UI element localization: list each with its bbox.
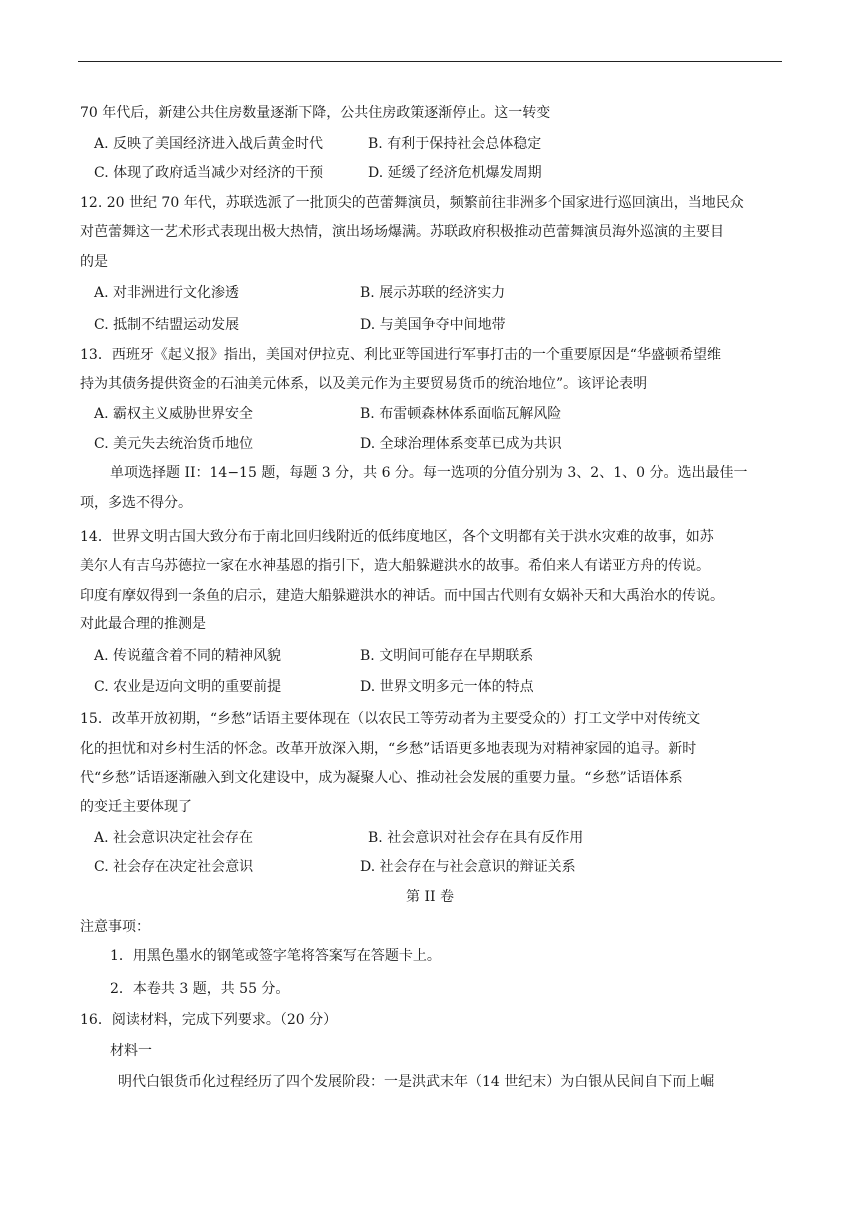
- q16-material-text: 明代白银货币化过程经历了四个发展阶段：一是洪武末年（14 世纪末）为白银从民间自下而上崛: [118, 1074, 715, 1090]
- q14-stem-line-2: 美尔人有吉乌苏德拉一家在水神基恩的指引下，造大船躲避洪水的故事。希伯来人有诺亚方舟的传说。: [80, 558, 710, 574]
- q12-option-c[interactable]: C. 抵制不结盟运动发展: [94, 317, 240, 333]
- q14-option-c[interactable]: C. 农业是迈向文明的重要前提: [94, 679, 282, 695]
- q14-stem-line-3: 印度有摩奴得到一条鱼的启示，建造大船躲避洪水的神话。而中国古代则有女娲补天和大禹治水的传说。: [80, 588, 724, 604]
- q13-option-b[interactable]: B. 布雷顿森林体系面临瓦解风险: [360, 406, 562, 422]
- q12-option-d[interactable]: D. 与美国争夺中间地带: [360, 317, 506, 333]
- section2-instructions-line-1: 单项选择题 II：14−15 题，每题 3 分，共 6 分。每一选项的分值分别为 3、2、1、0 分。选出最佳一: [110, 465, 748, 481]
- q11-option-c[interactable]: C. 体现了政府适当减少对经济的干预: [94, 165, 324, 181]
- q15-option-c[interactable]: C. 社会存在决定社会意识: [94, 859, 254, 875]
- q12-option-a[interactable]: A. 对非洲进行文化渗透: [94, 285, 240, 301]
- q12-stem-line-1: 12. 20 世纪 70 年代，苏联选派了一批顶尖的芭蕾舞演员，频繁前往非洲多个国家进行巡回演出，当地民众: [80, 195, 744, 211]
- part2-title: 第 II 卷: [406, 889, 454, 905]
- header-rule: [78, 61, 782, 62]
- q13-stem-line-2: 持为其债务提供资金的石油美元体系，以及美元作为主要贸易货币的统治地位”。该评论表明: [80, 376, 648, 392]
- q14-option-b[interactable]: B. 文明间可能存在早期联系: [360, 648, 534, 664]
- q15-stem-line-4: 的变迁主要体现了: [80, 799, 192, 815]
- notice-item-1: 1．用黑色墨水的钢笔或签字笔将答案写在答题卡上。: [110, 948, 441, 964]
- q12-option-b[interactable]: B. 展示苏联的经济实力: [360, 285, 506, 301]
- q15-option-a[interactable]: A. 社会意识决定社会存在: [94, 830, 254, 846]
- q11-option-d[interactable]: D. 延缓了经济危机爆发周期: [368, 165, 542, 181]
- q14-option-a[interactable]: A. 传说蕴含着不同的精神风貌: [94, 648, 282, 664]
- q14-option-d[interactable]: D. 世界文明多元一体的特点: [360, 679, 534, 695]
- q11-option-b[interactable]: B. 有利于保持社会总体稳定: [368, 136, 542, 152]
- section2-instructions-line-2: 项，多选不得分。: [80, 495, 192, 511]
- q15-stem-line-2: 化的担忧和对乡村生活的怀念。改革开放深入期，“乡愁”话语更多地表现为对精神家园的追寻。新时: [80, 741, 697, 757]
- q13-option-d[interactable]: D. 全球治理体系变革已成为共识: [360, 436, 562, 452]
- q11-stem: 70 年代后，新建公共住房数量逐渐下降，公共住房政策逐渐停止。这一转变: [80, 105, 551, 121]
- q15-option-b[interactable]: B. 社会意识对社会存在具有反作用: [368, 830, 584, 846]
- q16-stem: 16．阅读材料，完成下列要求。（20 分）: [80, 1012, 338, 1028]
- q12-stem-line-3: 的是: [80, 254, 108, 270]
- q15-stem-line-3: 代“乡愁”话语逐渐融入到文化建设中，成为凝聚人心、推动社会发展的重要力量。“乡愁”话语体系: [80, 770, 683, 786]
- notice-item-2: 2．本卷共 3 题，共 55 分。: [110, 981, 290, 997]
- q15-stem-line-1: 15．改革开放初期，“乡愁”话语主要体现在（以农民工等劳动者为主要受众的）打工文学中对传统文: [80, 711, 701, 727]
- q14-stem-line-4: 对此最合理的推测是: [80, 616, 206, 632]
- q12-stem-line-2: 对芭蕾舞这一艺术形式表现出极大热情，演出场场爆满。苏联政府积极推动芭蕾舞演员海外巡演的主要目: [80, 224, 724, 240]
- q16-material-label: 材料一: [110, 1043, 152, 1059]
- q11-option-a[interactable]: A. 反映了美国经济进入战后黄金时代: [94, 136, 324, 152]
- q14-stem-line-1: 14．世界文明古国大致分布于南北回归线附近的低纬度地区，各个文明都有关于洪水灾难的故事，如苏: [80, 529, 714, 545]
- q13-option-c[interactable]: C. 美元失去统治货币地位: [94, 436, 254, 452]
- q15-option-d[interactable]: D. 社会存在与社会意识的辩证关系: [360, 859, 576, 875]
- q13-stem-line-1: 13．西班牙《起义报》指出，美国对伊拉克、利比亚等国进行军事打击的一个重要原因是“华盛顿希望维: [80, 347, 721, 363]
- notice-heading: 注意事项：: [80, 919, 150, 935]
- q13-option-a[interactable]: A. 霸权主义威胁世界安全: [94, 406, 254, 422]
